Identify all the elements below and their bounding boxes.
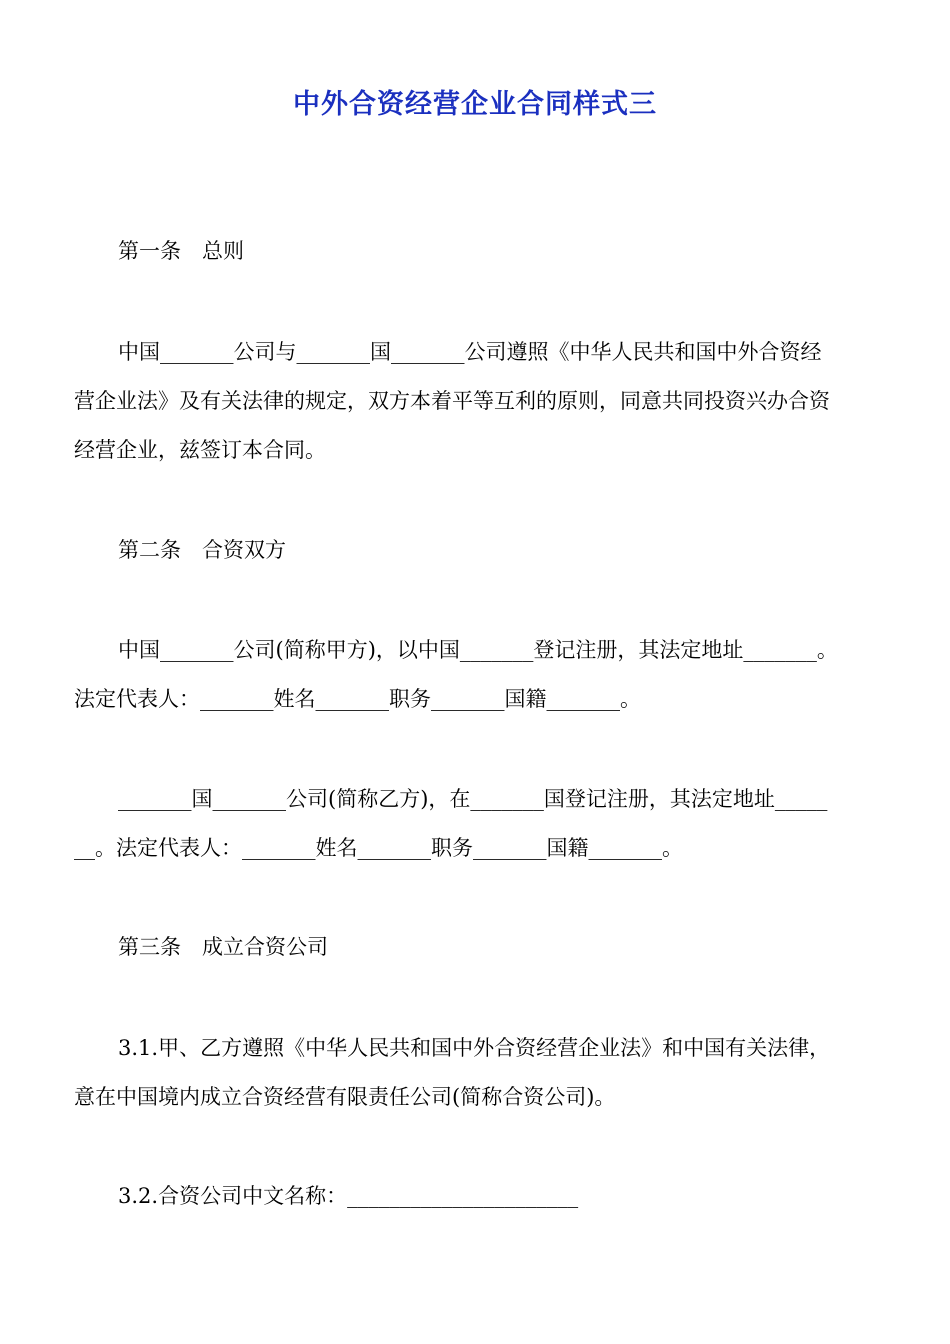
article-1-paragraph-line-2: 营企业法》及有关法律的规定，双方本着平等互利的原则，同意共同投资兴办合资 bbox=[74, 389, 830, 413]
article-2-heading: 第二条 合资双方 bbox=[118, 538, 286, 562]
article-1-paragraph-line-1: 中国_______公司与_______国_______公司遵照《中华人民共和国中外合资经 bbox=[118, 340, 822, 364]
party-a-line-1: 中国_______公司(简称甲方)，以中国_______登记注册，其法定地址_______。 bbox=[118, 638, 838, 662]
document-title: 中外合资经营企业合同样式三 bbox=[293, 89, 657, 120]
clause-3-1-line-1: 3.1.甲、乙方遵照《中华人民共和国中外合资经营企业法》和中国有关法律， bbox=[118, 1036, 831, 1060]
article-1-paragraph-line-3: 经营企业，兹签订本合同。 bbox=[74, 438, 326, 462]
party-b-line-2: __。法定代表人：_______姓名_______职务_______国籍_______。 bbox=[74, 836, 683, 860]
clause-3-1-line-2: 意在中国境内成立合资经营有限责任公司(简称合资公司)。 bbox=[74, 1085, 616, 1109]
clause-3-2-line: 3.2.合资公司中文名称：______________________ bbox=[118, 1184, 579, 1208]
party-b-line-1: _______国_______公司(简称乙方)，在_______国登记注册，其法定地址_____ bbox=[118, 787, 828, 811]
party-a-line-2: 法定代表人：_______姓名_______职务_______国籍_______。 bbox=[74, 687, 641, 711]
article-3-heading: 第三条 成立合资公司 bbox=[118, 935, 328, 959]
article-1-heading: 第一条 总则 bbox=[118, 239, 244, 263]
